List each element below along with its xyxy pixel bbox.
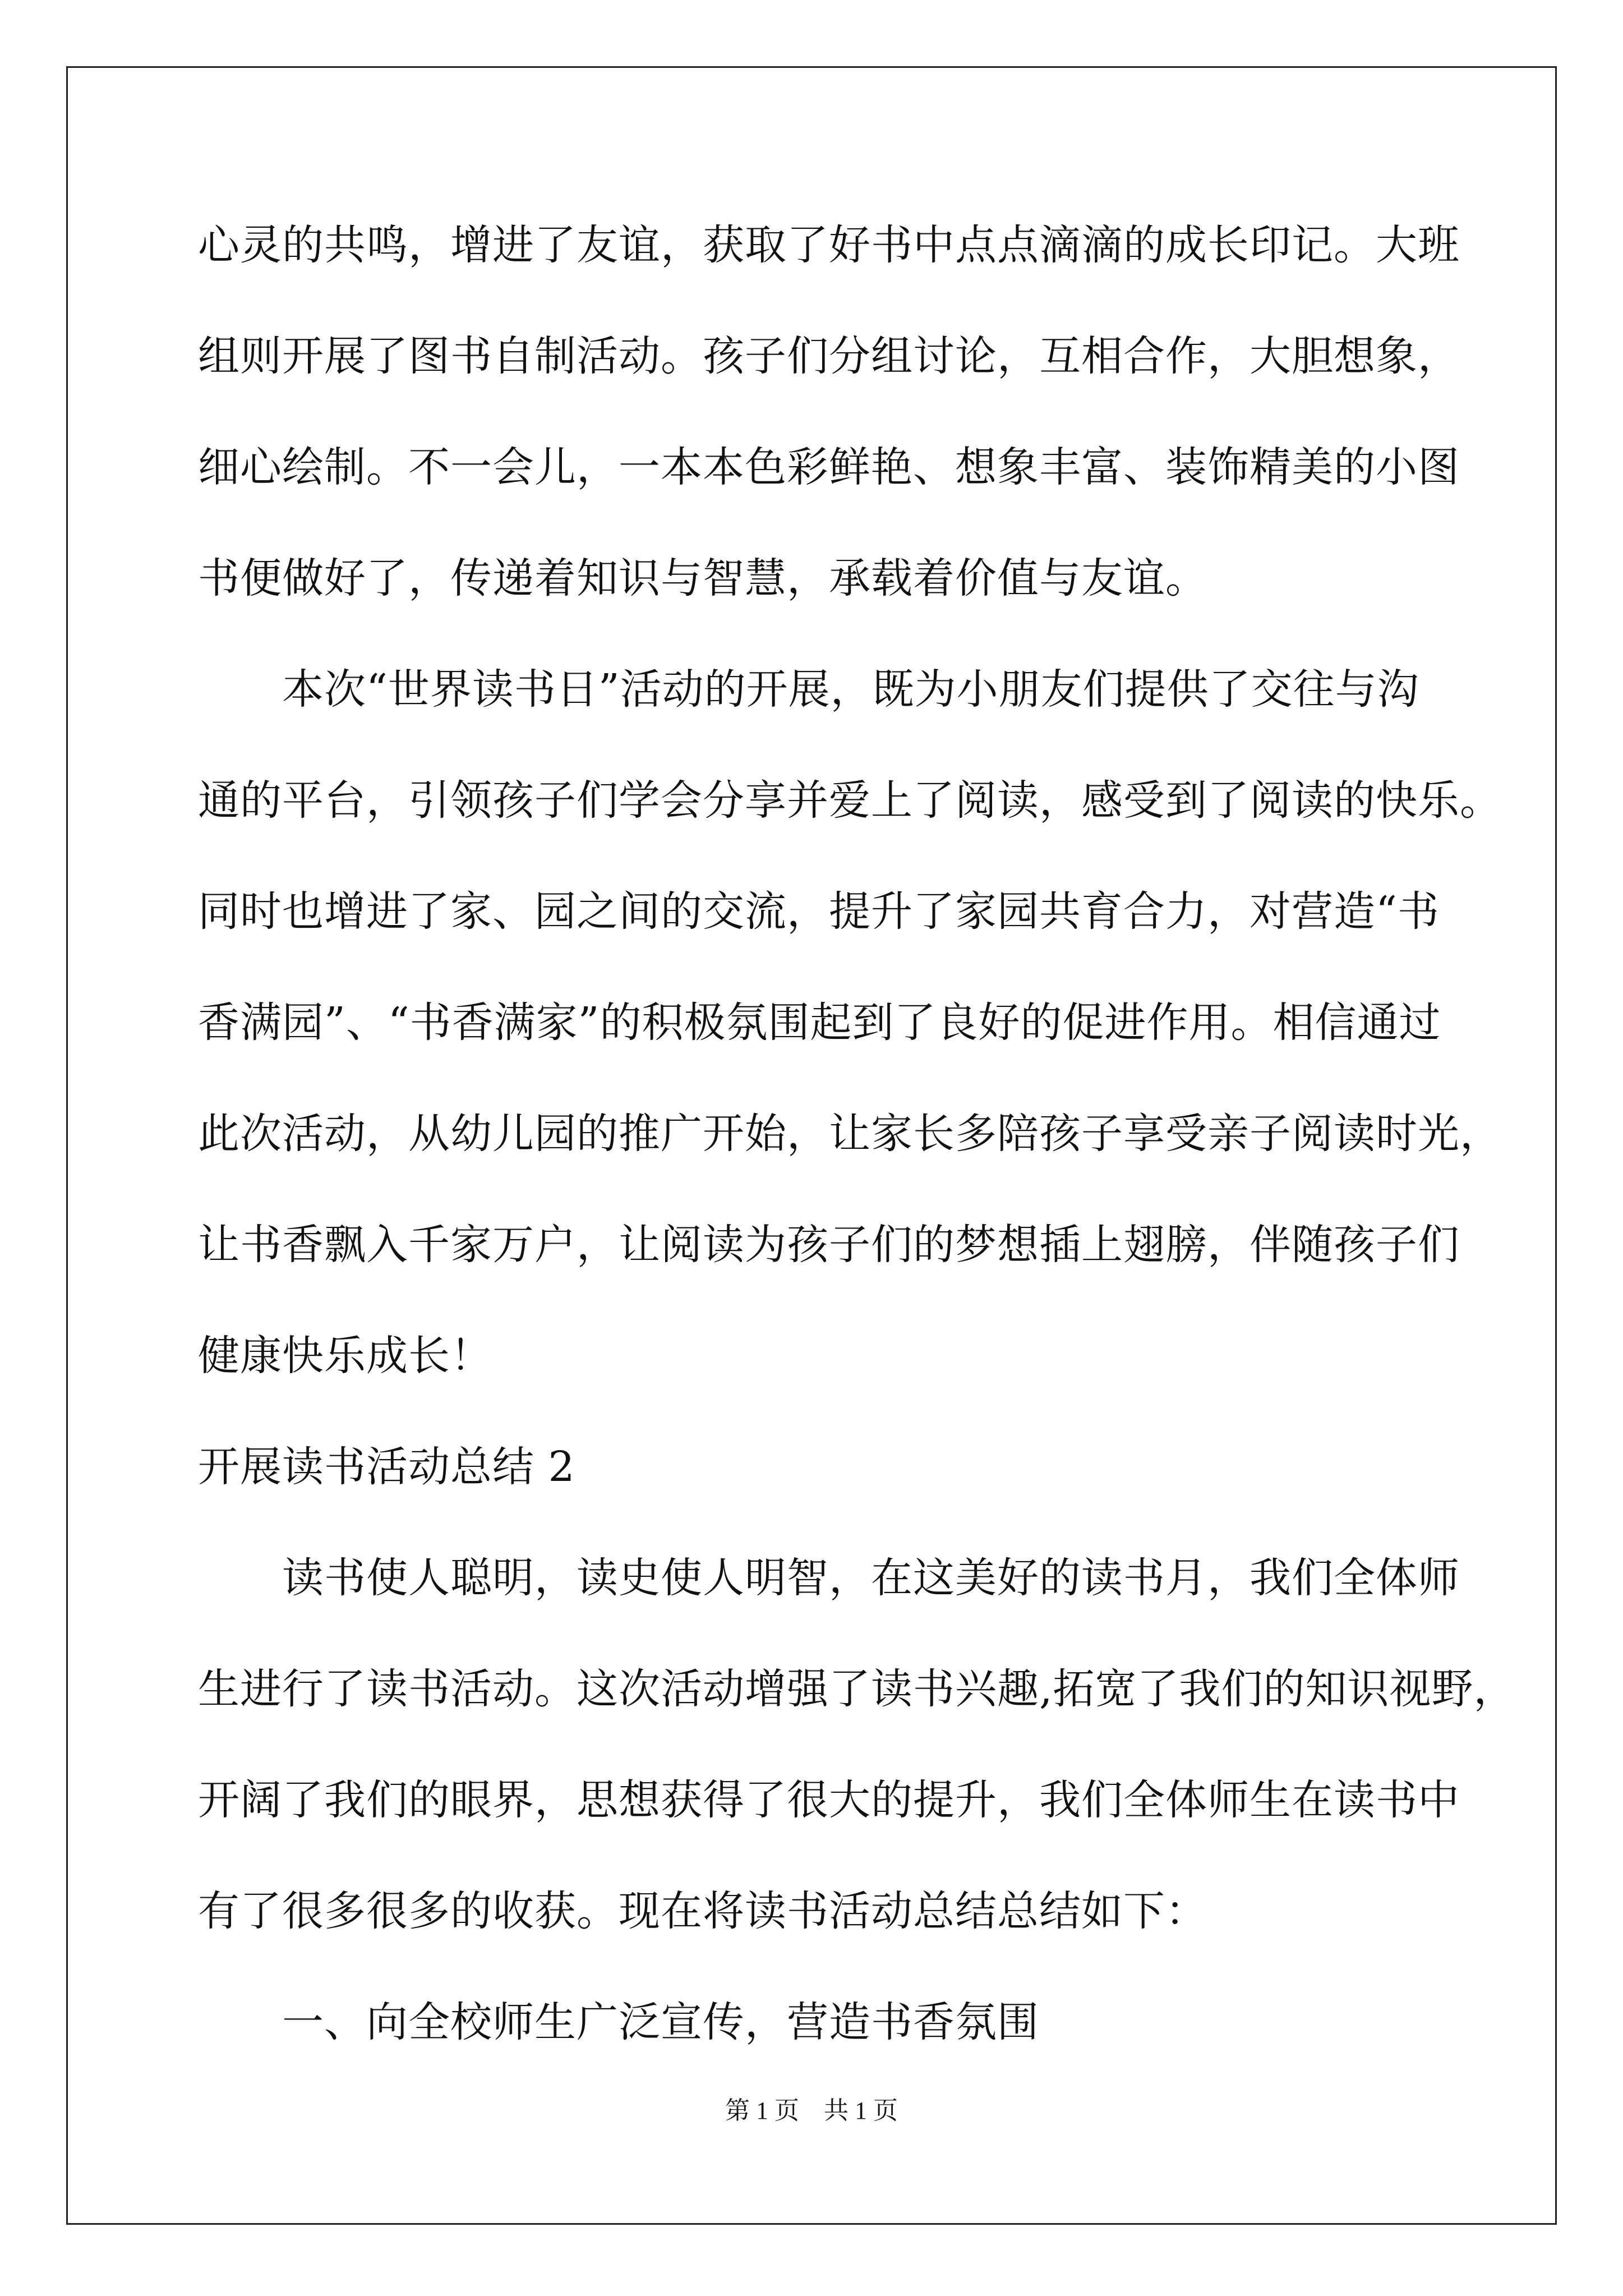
subsection-heading: 一、向全校师生广泛宣传，营造书香氛围 xyxy=(198,1998,1039,2046)
body-line-13: 读书使人聪明，读史使人明智，在这美好的读书月，我们全体师 xyxy=(198,1554,1460,1602)
body-line-15: 开阔了我们的眼界，思想获得了很大的提升，我们全体师生在读书中 xyxy=(198,1776,1460,1824)
body-line-8: 香满园”、“书香满家”的积极氛围起到了良好的促进作用。相信通过 xyxy=(198,999,1441,1047)
body-line-4: 书便做好了，传递着知识与智慧，承载着价值与友谊。 xyxy=(198,554,1207,602)
body-line-5: 本次“世界读书日”活动的开展，既为小朋友们提供了交往与沟 xyxy=(198,665,1419,714)
body-line-16: 有了很多很多的收获。现在将读书活动总结总结如下： xyxy=(198,1887,1207,1935)
body-line-6: 通的平台，引领孩子们学会分享并爱上了阅读，感受到了阅读的快乐。 xyxy=(198,776,1502,825)
body-line-10: 让书香飘入千家万户，让阅读为孩子们的梦想插上翅膀，伴随孩子们 xyxy=(198,1221,1460,1269)
body-line-1: 心灵的共鸣，增进了友谊，获取了好书中点点滴滴的成长印记。大班 xyxy=(198,221,1460,269)
body-line-3: 细心绘制。不一会儿，一本本色彩鲜艳、想象丰富、装饰精美的小图 xyxy=(198,443,1460,491)
section-heading: 开展读书活动总结 2 xyxy=(198,1443,575,1491)
page-footer: 第 1 页 共 1 页 xyxy=(725,2097,898,2124)
body-line-9: 此次活动，从幼儿园的推广开始，让家长多陪孩子享受亲子阅读时光， xyxy=(198,1110,1502,1158)
body-line-11: 健康快乐成长！ xyxy=(198,1332,492,1380)
body-line-7: 同时也增进了家、园之间的交流，提升了家园共育合力，对营造“书 xyxy=(198,887,1440,936)
body-line-2: 组则开展了图书自制活动。孩子们分组讨论，互相合作，大胆想象， xyxy=(198,332,1460,380)
body-line-14: 生进行了读书活动。这次活动增强了读书兴趣,拓宽了我们的知识视野， xyxy=(198,1665,1516,1713)
